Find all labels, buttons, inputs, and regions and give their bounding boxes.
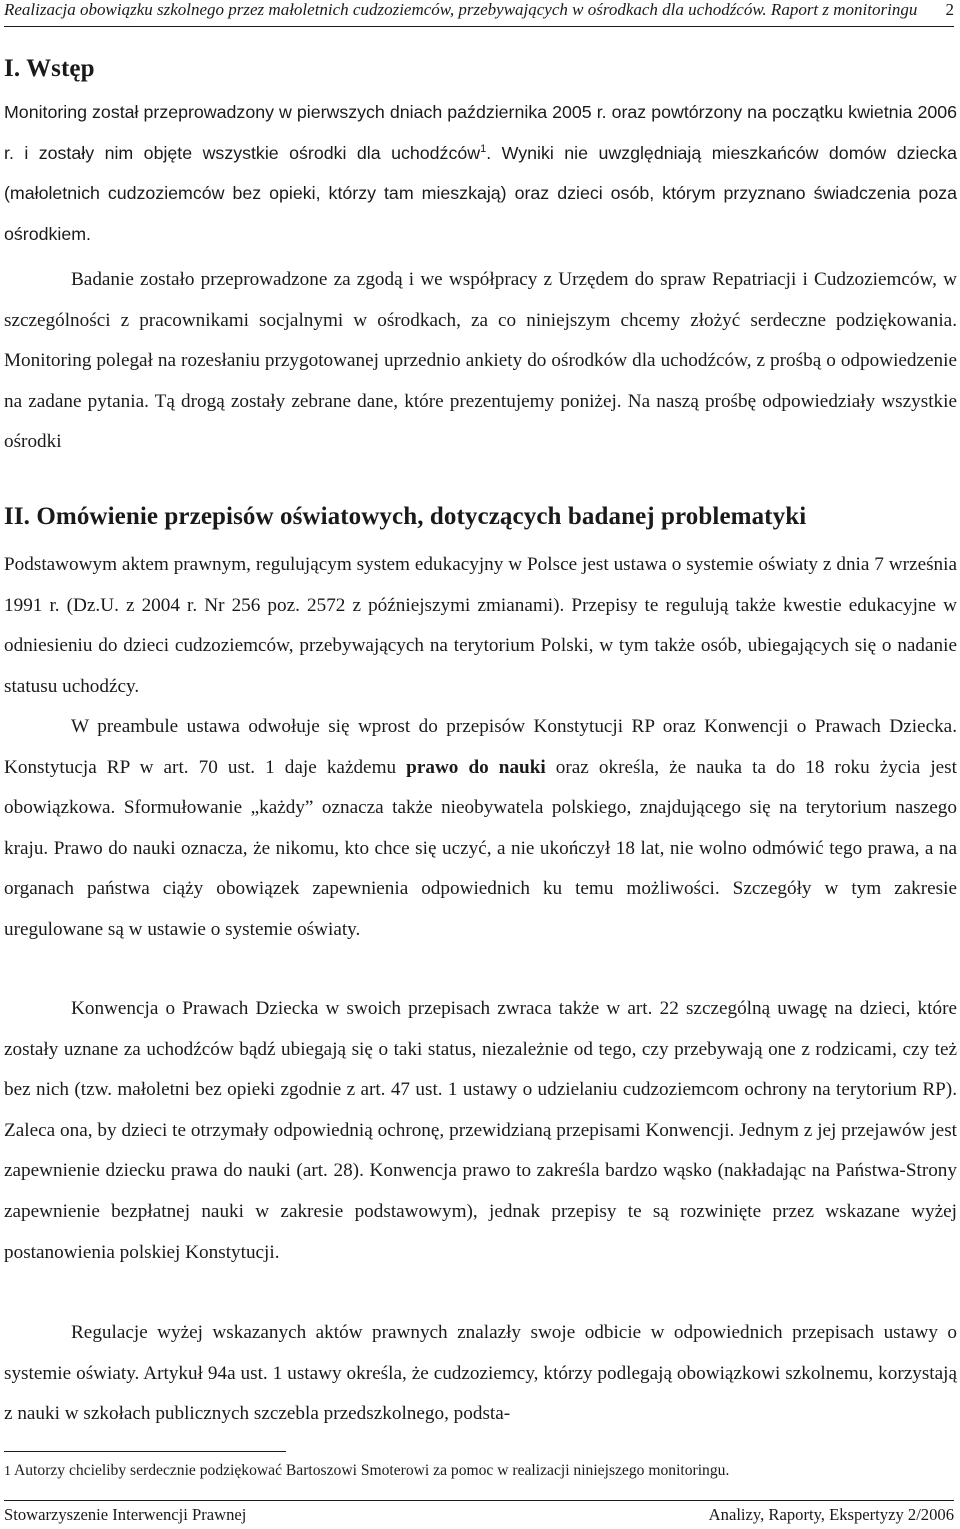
footer-series: Analizy, Raporty, Ekspertyzy 2/2006 <box>708 1505 954 1524</box>
footnote-text: Autorzy chcieliby serdecznie podziękować Bartoszowi Smoterowi za pomoc w realizacji niniejszego monitoringu. <box>14 1462 730 1479</box>
section-2-heading: II. Omówienie przepisów oświatowych, dotyczących badanej problematyki <box>4 503 807 530</box>
section-2-paragraph-4: Regulacje wyżej wskazanych aktów prawnych znalazły swoje odbicie w odpowiednich przepisach ustawy o systemie oświaty. Artykuł 94a ust. 1 ustawy określa, że cudzoziemcy, którzy podlegają obowiązkowi szkolnemu, korzystają z nauki w szkołach publicznych szczebla przedszkolnego, podsta- <box>4 1322 957 1425</box>
header-title: Realizacja obowiązku szkolnego przez małoletnich cudzoziemców, przebywających w ośrodkach dla uchodźców. Raport z monitoringu <box>4 0 918 19</box>
page-number: 2 <box>945 0 954 19</box>
emphasis-prawo-do-nauki: prawo do nauki <box>406 756 546 778</box>
section-2-paragraph-1: Podstawowym aktem prawnym, regulującym system edukacyjny w Polsce jest ustawa o systemie oświaty z dnia 7 września 1991 r. (Dz.U. z 2004 r. Nr 256 poz. 2572 z późniejszymi zmianami). Przepisy te regulują także kwestie edukacyjne w odniesieniu do dzieci cudzoziemców, przebywających na terytorium Polski, w tym także osób, ubiegających się o nadanie statusu uchodźcy. <box>4 554 957 697</box>
footer-organization: Stowarzyszenie Interwencji Prawnej <box>4 1505 247 1524</box>
section-2-paragraph-2: W preambule ustawa odwołuje się wprost do przepisów Konstytucji RP oraz Konwencji o Prawach Dziecka. Konstytucja RP w art. 70 ust. 1 daje każdemu prawo do nauki oraz określa, że nauka ta do 18 roku życia jest obowiązkowa. Sformułowanie „każdy” oznacza także nieobywatela polskiego, znajdującego się na terytorium naszego kraju. Prawo do nauki oznacza, że nikomu, kto chce się uczyć, a nie ukończył 18 lat, nie wolno odmówić tego prawa, a na organach państwa ciąży obowiązek zapewnienia odpowiednich ku temu możliwości. Szczegóły w tym zakresie uregulowane są w ustawie o systemie oświaty. <box>4 716 957 940</box>
section-1-paragraph-2: Badanie zostało przeprowadzone za zgodą i we współpracy z Urzędem do spraw Repatriacji i Cudzoziemców, w szczególności z pracownikami socjalnymi w ośrodkach, za co niniejszym chcemy złożyć serdeczne podziękowania. Monitoring polegał na rozesłaniu przygotowanej uprzednio ankiety do ośrodków dla uchodźców, z prośbą o odpowiedzenie na zadane pytania. Tą drogą zostały zebrane dane, które prezentujemy poniżej. Na naszą prośbę odpowiedziały wszystkie ośrodki <box>4 269 957 453</box>
section-2-paragraph-3: Konwencja o Prawach Dziecka w swoich przepisach zwraca także w art. 22 szczególną uwagę na dzieci, które zostały uznane za uchodźców bądź ubiegają się o taki status, niezależnie od tego, czy przebywają one z rodzicami, czy też bez nich (tzw. małoletni bez opieki zgodnie z art. 47 ust. 1 ustawy o udzielaniu cudzoziemcom ochrony na terytorium RP). Zaleca ona, by dzieci te otrzymały odpowiednią ochronę, przewidzianą przepisami Konwencji. Jednym z jej przejawów jest zapewnienie dziecku prawa do nauki (art. 28). Konwencja prawo to zakreśla bardzo wąsko (nakładając na Państwa-Strony zapewnienie bezpłatnej nauki w zakresie podstawowym), jednak przepisy te są rozwinięte przez wskazane wyżej postanowienia polskiej Konstytucji. <box>4 998 957 1263</box>
footnote-mark: 1 <box>4 1464 11 1479</box>
section-1-paragraph-1: Monitoring został przeprowadzony w pierwszych dniach października 2005 r. oraz powtórzony na początku kwietnia 2006 r. i zostały nim objęte wszystkie ośrodki dla uchodźców$^1$. Wyniki nie uwzględniają mieszkańców domów dziecka (małoletnich cudzoziemców bez opieki, którzy tam mieszkają) oraz dzieci osób, którym przyznano świadczenia poza ośrodkiem. <box>4 102 957 244</box>
running-footer <box>4 1500 954 1529</box>
footnote-reference[interactable]: 1 <box>480 142 487 155</box>
footnote <box>4 1462 729 1480</box>
footnote-separator <box>4 1451 286 1452</box>
section-1-heading: I. Wstęp <box>4 55 95 82</box>
running-header <box>4 0 954 27</box>
